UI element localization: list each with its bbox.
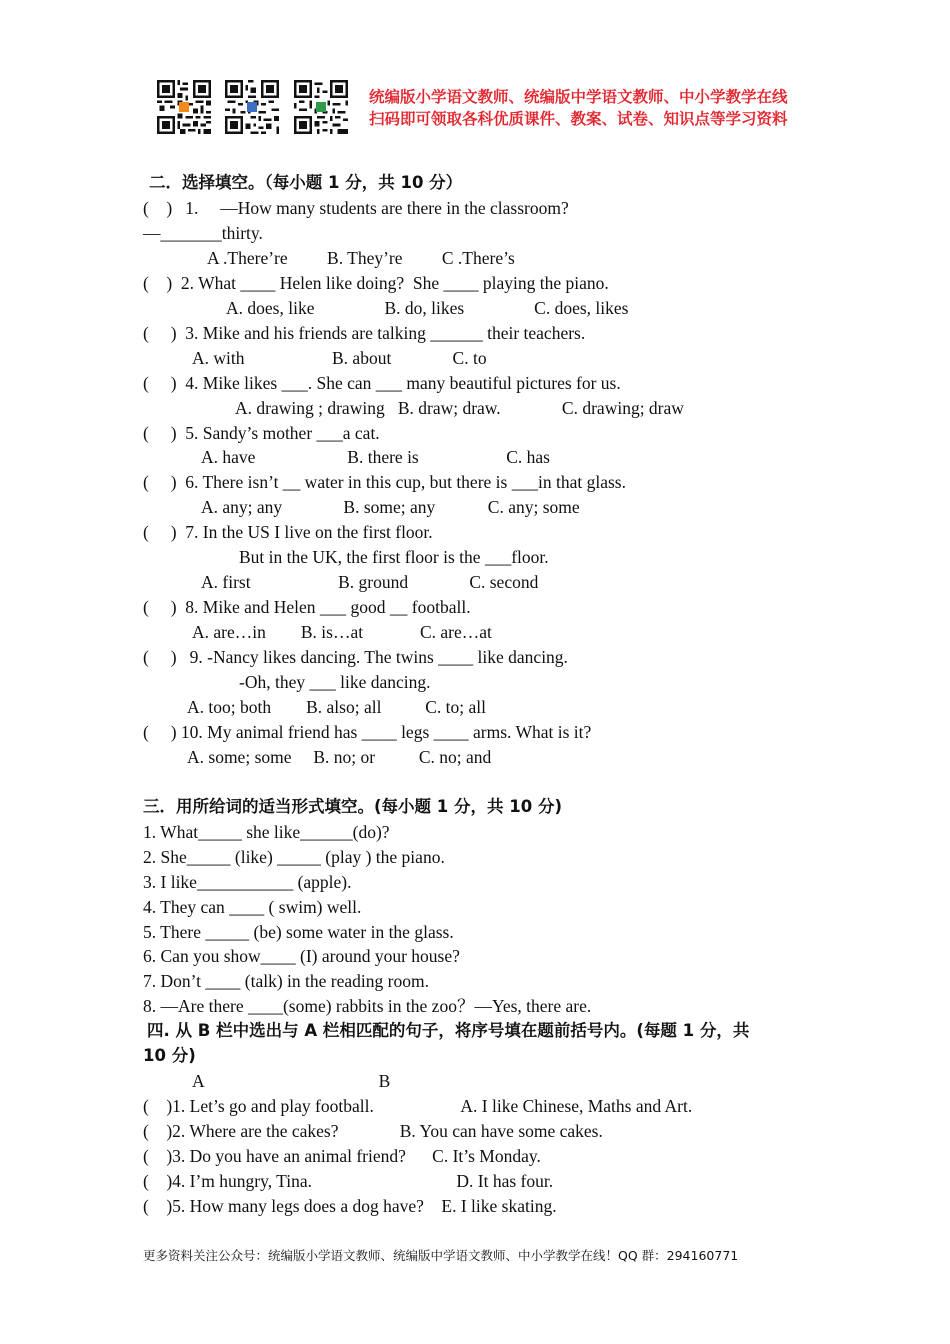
promo-line-2: 扫码即可领取各科优质课件、教案、试卷、知识点等学习资料 (369, 110, 788, 128)
worksheet-line: ( )4. I’m hungry, Tina. D. It has four. (143, 1171, 554, 1191)
worksheet-line: 3. I like___________ (apple). (143, 871, 352, 892)
worksheet-line: —_______thirty. (143, 222, 263, 243)
worksheet-line: ( ) 8. Mike and Helen ___ good __ football. (143, 597, 471, 618)
worksheet-line: A. first B. ground C. second (201, 572, 539, 593)
worksheet-line: ( ) 2. What ____ Helen like doing? She ____ playing the piano. (143, 272, 609, 293)
worksheet-line: ( )3. Do you have an animal friend? C. It’s Monday. (143, 1146, 541, 1167)
section-heading: 四. 从 B 栏中选出与 A 栏相匹配的句子，将序号填在题前括号内。(每题 1 分，共 (147, 1021, 750, 1041)
worksheet-line: ( )5. How many legs does a dog have? E. I like skating. (143, 1195, 557, 1216)
worksheet-line: A B (192, 1071, 391, 1092)
worksheet-line: A. some; some B. no; or C. no; and (187, 746, 492, 767)
qr-code-icon (225, 80, 279, 134)
worksheet-line: A. with B. about C. to (192, 347, 487, 368)
worksheet-line: 2. She_____ (like) _____ (play ) the piano. (143, 846, 445, 867)
promo-line-1: 统编版小学语文教师、统编版中学语文教师、中小学教学在线 (369, 88, 788, 106)
worksheet-line: 1. What_____ she like______(do)? (143, 821, 390, 842)
promo-text (369, 86, 788, 130)
worksheet-line: A. any; any B. some; any C. any; some (201, 497, 580, 518)
worksheet-line: -Oh, they ___ like dancing. (239, 672, 431, 692)
worksheet-line: A .There’re B. They’re C .There’s (207, 247, 515, 268)
worksheet-line: A. too; both B. also; all C. to; all (187, 696, 486, 717)
qr-code-icon (294, 80, 348, 134)
promo-header (157, 80, 807, 136)
worksheet-line: A. are…in B. is…at C. are…at (192, 622, 492, 643)
section-heading: 三．用所给词的适当形式填空。(每小题 1 分，共 10 分) (143, 796, 563, 816)
worksheet-line: A. drawing ; drawing B. draw; draw. C. drawing; draw (235, 397, 684, 418)
footer-note: 更多资料关注公众号：统编版小学语文教师、统编版中学语文教师、中小学教学在线！QQ 群：294160771 (143, 1248, 739, 1263)
worksheet-line: A. does, like B. do, likes C. does, likes (226, 297, 629, 318)
worksheet-line: 8. —Are there ____(some) rabbits in the zoo？—Yes, there are. (143, 996, 592, 1017)
worksheet-line: ( )1. Let’s go and play football. A. I like Chinese, Maths and Art. (143, 1096, 693, 1117)
worksheet-line: But in the UK, the first floor is the ___floor. (239, 547, 549, 568)
worksheet-line: ( ) 10. My animal friend has ____ legs ____ arms. What is it? (143, 721, 592, 742)
worksheet-line: 5. There _____ (be) some water in the glass. (143, 921, 454, 942)
qr-code-icon (157, 80, 211, 134)
worksheet-line: 6. Can you show____ (I) around your house? (143, 946, 460, 967)
worksheet-line: ( ) 1. —How many students are there in the classroom? (143, 197, 569, 218)
section-heading: 10 分) (143, 1046, 196, 1066)
worksheet-line: A. have B. there is C. has (201, 447, 550, 468)
worksheet-line: ( ) 7. In the US I live on the first floor. (143, 522, 433, 543)
section-heading: 二．选择填空。（每小题 1 分，共 10 分） (149, 173, 463, 192)
worksheet-line: ( ) 4. Mike likes ___. She can ___ many beautiful pictures for us. (143, 372, 621, 393)
worksheet-line: ( ) 6. There isn’t __ water in this cup, but there is ___in that glass. (143, 472, 626, 493)
worksheet-line: 4. They can ____ ( swim) well. (143, 896, 362, 917)
worksheet-line: ( )2. Where are the cakes? B. You can have some cakes. (143, 1121, 603, 1142)
worksheet-line: ( ) 5. Sandy’s mother ___a cat. (143, 422, 380, 443)
worksheet-line: 7. Don’t ____ (talk) in the reading room. (143, 971, 429, 992)
worksheet-line: ( ) 3. Mike and his friends are talking ______ their teachers. (143, 322, 586, 343)
worksheet-line: ( ) 9. -Nancy likes dancing. The twins ____ like dancing. (143, 647, 568, 668)
